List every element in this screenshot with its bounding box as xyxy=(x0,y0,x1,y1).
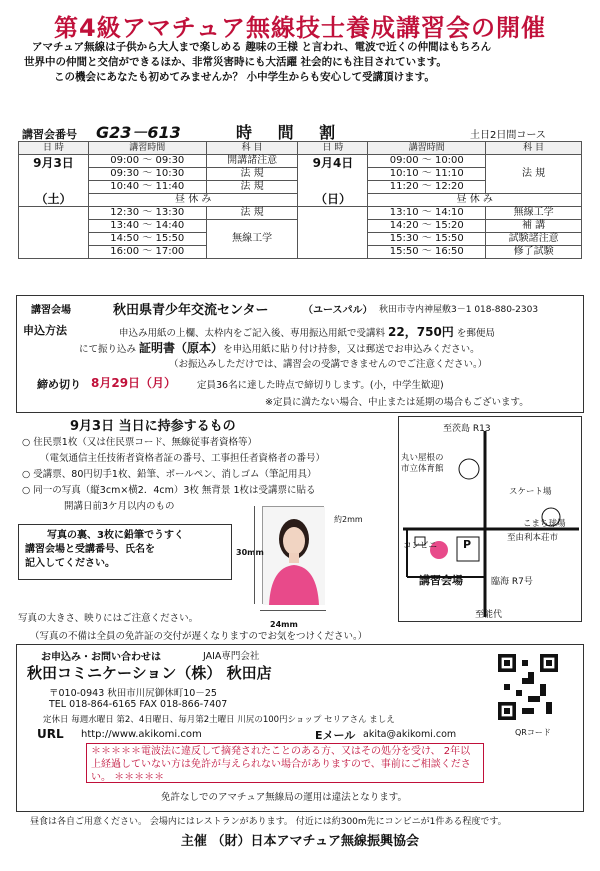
map-r7: 臨海 R7号 xyxy=(491,577,533,587)
d2-time-3: 11:20 ～ 12:20 xyxy=(368,181,486,194)
apply-line-3: （お振込みしただけでは、講習会の受講できませんのでご注意ください。） xyxy=(169,359,488,370)
license-note: 免許なしでのアマチュア無線局の運用は違法となります。 xyxy=(161,792,407,803)
apply-line-1: 申込み用紙の上欄、太枠内をご記入後、専用振込用紙で受講料 22，750円 を郵便局 xyxy=(119,325,495,339)
d1-subj-1: 開講諸注意 xyxy=(206,155,298,168)
d1-subj-3: 法 規 xyxy=(206,181,298,194)
d2-subj-law: 法 規 xyxy=(486,155,582,194)
map-komachi: こまち球場 xyxy=(523,519,566,529)
d1-time-7: 16:00 ～ 17:00 xyxy=(88,246,206,259)
d2-time-4: 13:10 ～ 14:10 xyxy=(368,207,486,220)
d2-subj-7: 修了試験 xyxy=(486,246,582,259)
intro-line-1: アマチュア無線は子供から大人まで楽しめる 趣味の王様 と言われ、電波で近くの仲間はもちろん xyxy=(32,41,492,53)
company-tel: TEL 018-864-6165 FAX 018-866-7407 xyxy=(49,699,228,710)
deadline-date: 8月29日（月） xyxy=(91,376,177,390)
col-date: 日 時 xyxy=(19,142,89,155)
d2-time-1: 09:00 ～ 10:00 xyxy=(368,155,486,168)
lunch-note: 昼食は各自ご用意ください。 会場内にはレストランがあります。 付近には約300m先にコンビニが1件ある程度です。 xyxy=(30,817,507,827)
d1-time-2: 09:30 ～ 10:30 xyxy=(88,168,206,181)
url-label: URL xyxy=(37,727,64,741)
map-venue: 講習会場 xyxy=(419,574,463,587)
map-skate: スケート場 xyxy=(509,487,552,497)
d1-time-3: 10:40 ～ 11:40 xyxy=(88,181,206,194)
jaia-label: JAIA専門会社 xyxy=(203,651,260,662)
d1-time-4: 12:30 ～ 13:30 xyxy=(88,207,206,220)
timetable-heading: 時 間 割 xyxy=(236,123,346,142)
map-convenience: コンビニ xyxy=(403,541,438,551)
intro-line-3: この機会にあなたも初めてみませんか？ 小中学生からも安心して受講頂けます。 xyxy=(54,71,435,83)
d1-time-6: 14:50 ～ 15:50 xyxy=(88,233,206,246)
d2-subj-6: 試験諸注意 xyxy=(486,233,582,246)
page-title: 第4級アマチュア無線技士養成講習会の開催 xyxy=(54,14,546,42)
venue-name: 秋田県青少年交流センター xyxy=(113,303,269,318)
photo-note-2: 講習会場と受講番号、氏名を xyxy=(25,544,155,555)
d1-subj-4: 法 規 xyxy=(206,207,298,220)
bring-title: 9月3日 当日に持参するもの xyxy=(70,419,236,434)
mail-label: Eメール xyxy=(315,729,356,742)
bring-list xyxy=(22,435,398,515)
d1-time-1: 09:00 ～ 09:30 xyxy=(88,155,206,168)
col-time: 講習時間 xyxy=(88,142,206,155)
venue-label: 講習会場 xyxy=(31,305,71,316)
d2-time-7: 15:50 ～ 16:50 xyxy=(368,246,486,259)
col-subject: 科 目 xyxy=(206,142,298,155)
course-code: G23－613 xyxy=(96,123,181,142)
photo-note-1: 写真の裏、3枚に鉛筆でうすく xyxy=(47,530,184,541)
map-to-yurihonjo: 至由利本荘市 xyxy=(507,533,559,543)
map-gym: 丸い屋根の 市立体育館 xyxy=(401,453,444,474)
sponsor: 主催 （財）日本アマチュア無線振興協会 xyxy=(180,834,420,849)
d2-time-5: 14:20 ～ 15:20 xyxy=(368,220,486,233)
apply-label: 申込方法 xyxy=(23,324,67,337)
company-holiday: 定休日 毎週水曜日 第2、4日曜日、毎月第2土曜日 川尻の100円ショップ セリアさん ましえ xyxy=(43,715,395,725)
d2-lunch: 昼 休 み xyxy=(368,194,582,207)
dim-width: 24mm xyxy=(270,620,298,629)
d2-time-2: 10:10 ～ 11:10 xyxy=(368,168,486,181)
dim-width-line xyxy=(260,610,326,611)
photo-note-box xyxy=(18,524,232,580)
qr-label: QRコード xyxy=(515,728,551,737)
day1-date: 9月3日 （土） xyxy=(19,155,89,207)
d1-lunch: 昼 休 み xyxy=(88,194,298,207)
company-name: 秋田コミニケーション（株） 秋田店 xyxy=(27,664,272,682)
code-label: 講習会番号 xyxy=(22,128,77,141)
d2-time-6: 15:30 ～ 15:50 xyxy=(368,233,486,246)
person-photo-icon xyxy=(263,507,325,605)
d2-subj-5: 補 講 xyxy=(486,220,582,233)
day1-wd-cell xyxy=(19,207,89,259)
d1-time-5: 13:40 ～ 14:40 xyxy=(88,220,206,233)
dim-height-line xyxy=(254,506,255,604)
contact-label: お申込み・お問い合わせは xyxy=(41,652,161,663)
day2-wd-cell xyxy=(298,207,368,259)
course-type: 土日2日間コース xyxy=(470,130,546,141)
venue-apply-section xyxy=(16,295,584,413)
dim-height: 30mm xyxy=(236,548,264,557)
apply-line-2: にて振り込み 証明書（原本）を申込用紙に貼り付け持参，又は郵送でお申込みください。 xyxy=(79,341,480,355)
bring-item-3: ○ 同一の写真（縦3cm×横2．4cm）3枚 無背景 1枚は受講票に貼る xyxy=(22,485,316,496)
venue-nickname: （ユースパル） xyxy=(303,305,373,316)
day2-date: 9月4日 （日） xyxy=(298,155,368,207)
bring-item-1b: （電気通信主任技術者資格者証の番号、工事担任者資格者の番号） xyxy=(40,453,326,464)
d1-subj-2: 法 規 xyxy=(206,168,298,181)
deadline-note: 定員36名に達した時点で締切りします。(小，中学生歓迎) xyxy=(197,380,444,391)
cancel-note: ※定員に満たない場合、中止または延期の場合もございます。 xyxy=(265,397,529,408)
col-date-2: 日 時 xyxy=(298,142,368,155)
notice-box: ＊＊＊＊＊電波法に違反して摘発されたことのある方、又はその処分を受け、 2年以上経過していない方は免許が与えられない場合がありますので、事前にご相談ください。 ＊＊＊＊＊ xyxy=(86,743,484,783)
qr-code-icon xyxy=(498,654,558,720)
photo-warning: （写真の不備は全員の免許証の交付が遅くなりますのでお気をつけください。） xyxy=(30,631,368,642)
sample-photo xyxy=(262,506,324,604)
schedule-table xyxy=(18,141,582,259)
map-to-noshiro: 至能代 xyxy=(475,610,503,620)
bring-item-3b: 開講日前3ケ月以内のもの xyxy=(64,501,175,512)
col-time-2: 講習時間 xyxy=(368,142,486,155)
dim-top: 約2mm xyxy=(334,515,363,524)
access-map xyxy=(398,416,582,622)
venue-address: 秋田市寺内神屋敷3－1 018-880-2303 xyxy=(379,305,539,315)
bring-item-1: ○ 住民票1枚（又は住民票コード、無線従事者資格等） xyxy=(22,437,257,448)
deadline-label: 締め切り xyxy=(37,378,81,391)
intro-line-2: 世界中の仲間と交信ができるほか、非常災害時にも大活躍 社会的にも注目されています。 xyxy=(24,56,447,68)
bring-item-2: ○ 受講票、80円切手1枚、鉛筆、ボールペン、消しゴム（筆記用具） xyxy=(22,469,317,480)
d1-subj-radio: 無線工学 xyxy=(206,220,298,259)
map-parking: P xyxy=(463,538,472,551)
col-subject-2: 科 目 xyxy=(486,142,582,155)
d2-subj-4: 無線工学 xyxy=(486,207,582,220)
photo-size-note: 写真の大きさ、映りにはご注意ください。 xyxy=(18,613,199,624)
photo-note-3: 記入してください。 xyxy=(25,558,115,569)
url-link[interactable]: http://www.akikomi.com xyxy=(81,729,202,740)
mail-link[interactable]: akita@akikomi.com xyxy=(363,729,457,740)
company-address: 〒010-0943 秋田市川尻御休町10－25 xyxy=(49,688,217,699)
map-to-ibarajima: 至茨島 R13 xyxy=(443,424,491,434)
